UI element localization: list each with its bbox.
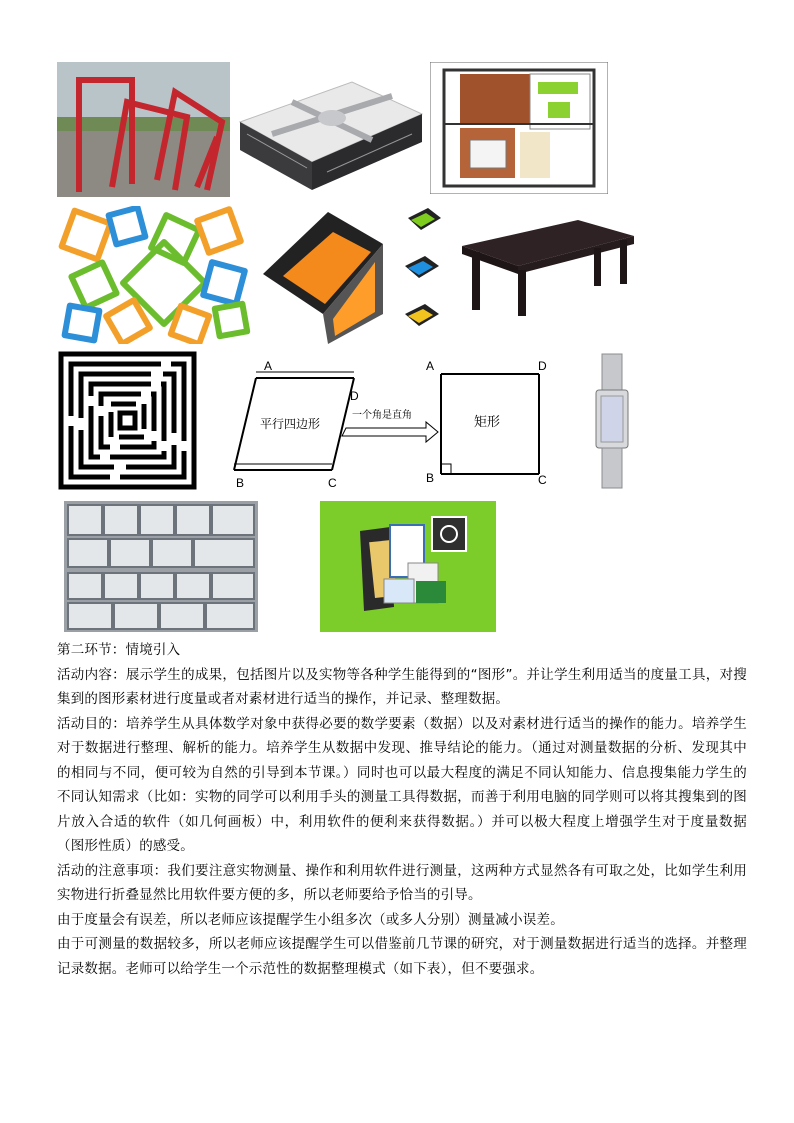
arrow-label: 一个角是直角 [352,410,412,421]
parallelogram-to-rectangle-diagram [226,356,560,492]
vertex-b-right: B [426,471,435,485]
pattern-colored-squares [57,206,253,344]
maze-square-pattern [57,350,198,491]
text-content [57,638,747,981]
vertex-c-left: C [328,476,337,490]
graphic-3d-cubes [253,204,447,346]
activity-purpose-paragraph: 活动目的：培养学生从具体数学对象中获得必要的数学要素（数据）以及对素材进行适当的操作的能力。培养学生对于数据进行整理、解析的能力。培养学生从数据中发现、推导结论的能力。（通过对测量数据的分析、发现其中的相同与不同，便可较为自然的引导到本节课。）同时也可以最大程度的满足不同认知能力、信息搜集能力学生的不同认知需求（比如：实物的同学可以利用手头的测量工具得数据，而善于利用电脑的同学则可以将其搜集到的图片放入合适的软件（如几何画板）中，利用软件的便利来获得数据。）并可以极大程度上增强学生对于度量数据（图形性质）的感受。 [57,715,747,854]
measurement-error-paragraph: 由于度量会有误差，所以老师应该提醒学生小组多次（或多人分别）测量减小误差。 [57,911,564,928]
photo-coffee-table [458,208,638,318]
vertex-d-right: D [538,359,547,373]
vertex-a-left: A [264,359,273,373]
vertex-a-right: A [426,359,435,373]
vertex-d-left: D [350,389,359,403]
activity-content-paragraph: 活动内容：展示学生的成果，包括图片以及实物等各种学生能得到的“图形”。并让学生利用适当的度量工具，对搜集到的图形素材进行度量或者对素材进行适当的操作，并记录、整理数据。 [57,666,747,707]
vertex-c-right: C [538,473,547,487]
photo-books-on-green [320,501,496,632]
data-selection-paragraph: 由于可测量的数据较多，所以老师应该提醒学生可以借鉴前几节课的研究，对于测量数据进行适当的选择。并整理记录数据。老师可以给学生一个示范性的数据整理模式（如下表），但不要强求。 [57,936,747,977]
photo-wristwatch [590,352,634,490]
photo-metal-square-tubes [64,501,258,632]
floor-plan-drawing [430,62,608,194]
photo-gift-box [232,62,428,196]
vertex-b-left: B [236,476,245,490]
section-title: 第二环节：情境引入 [57,642,181,658]
parallelogram-label: 平行四边形 [260,417,321,431]
rectangle-label: 矩形 [474,415,501,430]
photo-red-frame-sculpture [57,62,230,197]
activity-notes-paragraph: 活动的注意事项：我们要注意实物测量、操作和利用软件进行测量，这两种方式显然各有可取之处，比如学生利用实物进行折叠显然比用软件要方便的多，所以老师要给予恰当的引导。 [57,862,747,903]
